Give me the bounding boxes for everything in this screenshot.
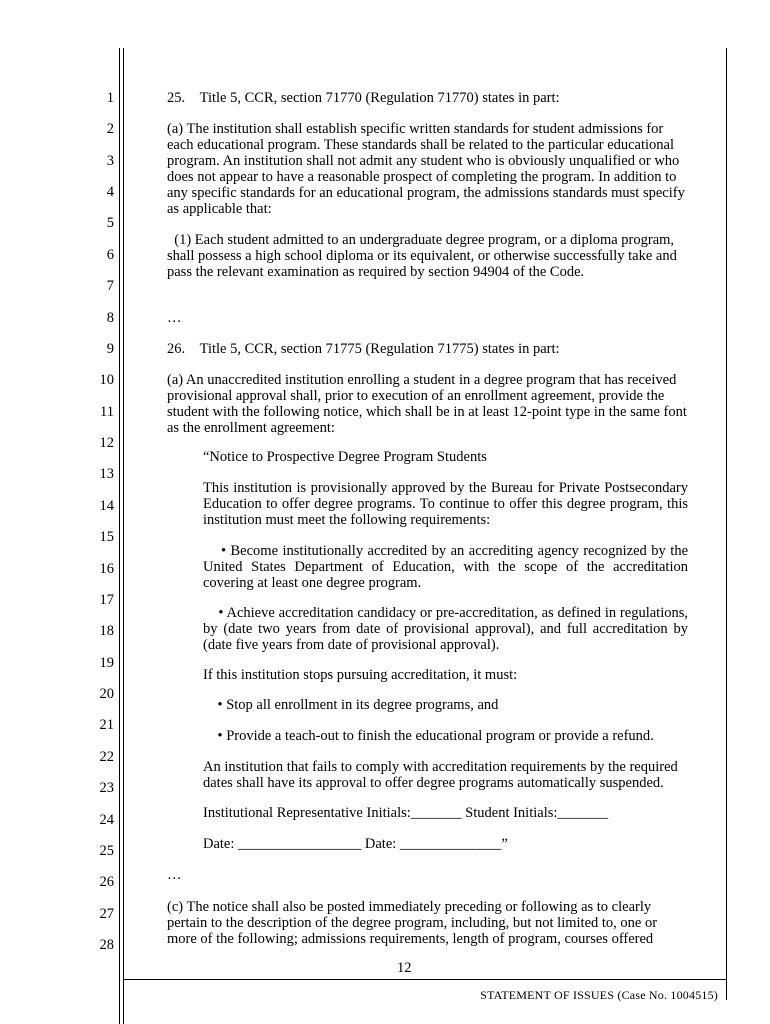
- paragraph-25-heading: 25. Title 5, CCR, section 71770 (Regulation 71770) states in part:: [167, 90, 560, 106]
- line-number: 12: [99, 435, 114, 451]
- line-number: 23: [99, 780, 114, 796]
- left-margin-rule-outer: [119, 48, 120, 1024]
- line-number: 3: [106, 153, 114, 169]
- notice-bullet-2: • Achieve accreditation candidacy or pre-accreditation, as defined in regulations, by (date two years from date of provisional approval), and full accreditation by (date five years from date of provisional approval).: [203, 605, 688, 653]
- regulation-71775-subsection-c: (c) The notice shall also be posted immediately preceding or following as to clearly pertain to the description of the degree program, including, but not limited to, one or more of the following; admissions requirements, length of program, courses offered: [167, 899, 658, 947]
- line-number: 25: [99, 843, 114, 859]
- line-number: 16: [99, 561, 114, 577]
- regulation-71770-subsection-a1: (1) Each student admitted to an undergraduate degree program, or a diploma program, shall possess a high school diploma or its equivalent, or otherwise successfully take and pass the relevant examination as required by section 94904 of the Code.: [167, 232, 677, 280]
- line-number: 13: [99, 466, 114, 482]
- line-number: 20: [99, 686, 114, 702]
- line-number: 2: [106, 121, 114, 137]
- line-number: 1: [106, 90, 114, 106]
- line-number: 21: [99, 717, 114, 733]
- notice-bullet-1: • Become institutionally accredited by an accrediting agency recognized by the United States Department of Education, with the scope of the accreditation covering at least one degree program.: [203, 543, 688, 591]
- footer-rule: [123, 979, 727, 980]
- page-number: 12: [397, 960, 412, 976]
- line-number: 6: [106, 247, 114, 263]
- line-number: 7: [106, 278, 114, 294]
- footer-caption: STATEMENT OF ISSUES (Case No. 1004515): [480, 988, 718, 1002]
- line-number: 10: [99, 372, 114, 388]
- line-number: 24: [99, 812, 114, 828]
- date-line: Date: _________________ Date: ______________”: [203, 836, 508, 852]
- line-number: 19: [99, 655, 114, 671]
- ellipsis: …: [167, 310, 182, 326]
- right-margin-rule: [726, 48, 727, 1000]
- notice-paragraph-1: This institution is provisionally approved by the Bureau for Private Postsecondary Education to offer degree programs. To continue to offer this degree program, this institution must meet the following requirements:: [203, 480, 688, 528]
- line-number: 15: [99, 529, 114, 545]
- regulation-71770-subsection-a: (a) The institution shall establish specific written standards for student admissions for each educational program. These standards shall be related to the particular educational program. An institution shall not admit any student who is obviously unqualified or who does not appear to have a reasonable prospect of completing the program. In addition to any specific standards for an educational program, the admissions standards must specify as applicable that:: [167, 121, 685, 217]
- paragraph-26-heading: 26. Title 5, CCR, section 71775 (Regulation 71775) states in part:: [167, 341, 560, 357]
- line-number: 26: [99, 874, 114, 890]
- line-number: 22: [99, 749, 114, 765]
- notice-paragraph-3: An institution that fails to comply with accreditation requirements by the required dates shall have its approval to offer degree programs automatically suspended.: [203, 759, 678, 791]
- initials-line: Institutional Representative Initials:_______ Student Initials:_______: [203, 805, 609, 821]
- left-margin-rule-inner: [123, 48, 124, 1024]
- line-number: 4: [106, 184, 114, 200]
- line-number: 17: [99, 592, 114, 608]
- line-number: 14: [99, 498, 114, 514]
- line-number: 11: [100, 404, 114, 420]
- ellipsis: …: [167, 867, 182, 883]
- notice-title: “Notice to Prospective Degree Program Students: [203, 449, 487, 465]
- notice-bullet-3: • Stop all enrollment in its degree programs, and: [203, 697, 499, 713]
- line-number: 18: [99, 623, 114, 639]
- line-number: 27: [99, 906, 114, 922]
- line-number: 5: [106, 215, 114, 231]
- line-number: 28: [99, 937, 114, 953]
- regulation-71775-subsection-a: (a) An unaccredited institution enrolling a student in a degree program that has received provisional approval shall, prior to execution of an enrollment agreement, provide the student with the following notice, which shall be in at least 12-point type in the same font as the enrollment agreement:: [167, 372, 687, 436]
- line-number: 8: [106, 310, 114, 326]
- notice-paragraph-2: If this institution stops pursuing accreditation, it must:: [203, 667, 518, 683]
- line-number: 9: [106, 341, 114, 357]
- notice-bullet-4: • Provide a teach-out to finish the educational program or provide a refund.: [203, 728, 654, 744]
